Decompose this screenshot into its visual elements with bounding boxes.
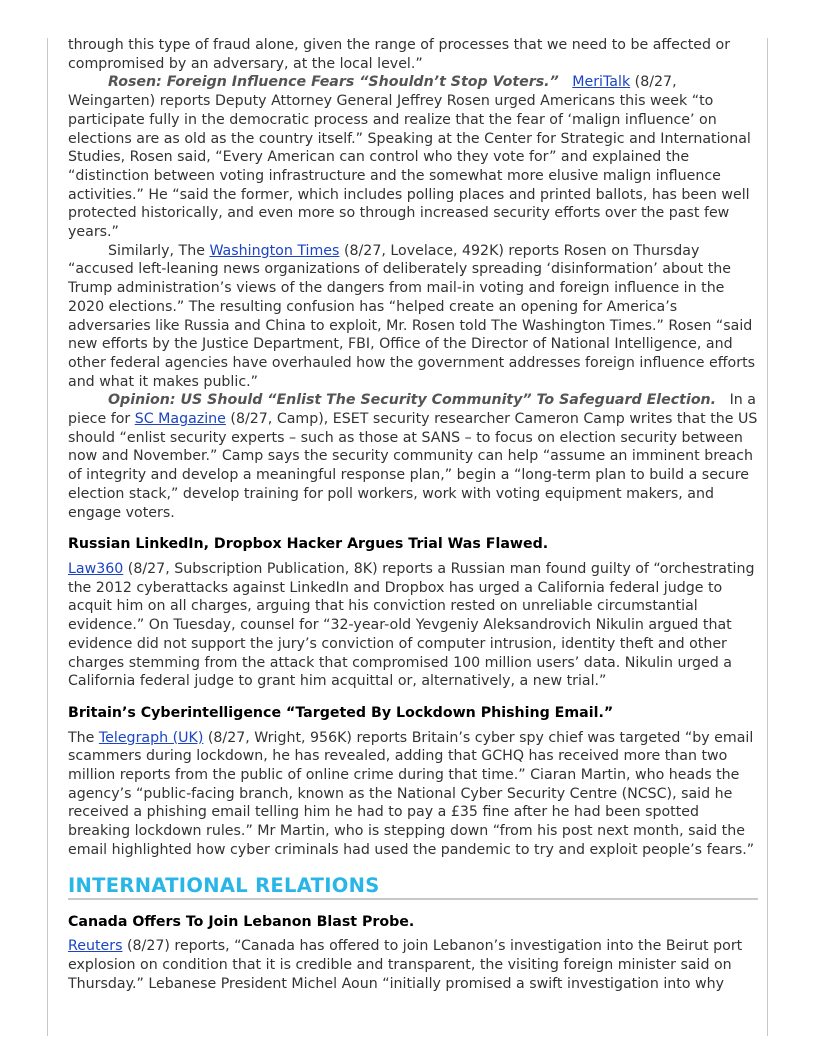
britain-paragraph: The Telegraph (UK) (8/27, Wright, 956K) reports Britain’s cyber spy chief was targeted “by email scammers during lockdown, he has revealed, adding that GCHQ has received more than two million reports from the public of online crime during that time.” Ciaran Martin, who heads the agency’s “public-facing branch, known as the National Cyber Security Centre (NCSC), said he received a phishing email telling him he had to pay a £35 fine after he had been spotted breaking lockdown rules.” Mr Martin, who is stepping down “from his post next month, said the email highlighted how cyber criminals had used the pandemic to try and exploit people’s fears.” <box>68 729 755 858</box>
right-margin-rule <box>767 38 768 1036</box>
reuters-link[interactable]: Reuters <box>68 938 123 955</box>
britain-headline: Britain’s Cyberintelligence “Targeted By Lockdown Phishing Email.” <box>68 704 614 721</box>
canada-headline: Canada Offers To Join Lebanon Blast Probe. <box>68 913 415 930</box>
washington-times-paragraph: Similarly, The Washington Times (8/27, Lovelace, 492K) reports Rosen on Thursday “accused left-leaning news organizations of deliberately spreading ‘disinformation’ about the Trump administration’s views of the dangers from mail-in voting and foreign influence in the 2020 elections.” The resulting confusion has “helped create an opening for America’s adversaries like Russia and China to exploit, Mr. Rosen told The Washington Times.” Rosen “said new efforts by the Justice Department, FBI, Office of the Director of National Intelligence, and other federal agencies have overhauled how the government addresses foreign influence efforts and what it makes public.” <box>68 242 756 390</box>
left-margin-rule <box>47 38 48 1036</box>
rosen-paragraph: Rosen: Foreign Influence Fears “Shouldn’t Stop Voters.” MeriTalk (8/27, Weingarten) reports Deputy Attorney General Jeffrey Rosen urged Americans this week “to participate fully in the democratic process and realize that the fear of ‘malign influence’ on elections are as old as the country itself.” Speaking at the Center for Strategic and International Studies, Rosen said, “Every American can control who they vote for” and explained the “distinction between voting infrastructure and the somewhat more elusive malign influence activities.” He “said the former, which includes polling places and printed ballots, has been well protected historically, and even more so through increased security efforts over the past few years.” <box>68 74 751 241</box>
sc-magazine-link[interactable]: SC Magazine <box>134 411 226 428</box>
opinion-paragraph: Opinion: US Should “Enlist The Security Community” To Safeguard Election. In a piece for SC Magazine (8/27, Camp), ESET security researcher Cameron Camp writes that the US should “enlist security experts – such as those at SANS – to focus on election security between now and November.” Camp says the security community can help “assume an imminent breach of integrity and develop a meaningful response plan,” begin a “long-term plan to build a secure election stack,” develop training for poll workers, work with voting equipment makers, and engage voters. <box>68 392 758 521</box>
law360-link[interactable]: Law360 <box>68 560 124 577</box>
linkedin-paragraph: Law360 (8/27, Subscription Publication, 8K) reports a Russian man found guilty of “orchestrating the 2012 cyberattacks against LinkedIn and Dropbox has urged a California federal judge to acquit him on all charges, arguing that his conviction rested on unreliable circumstantial evidence.” On Tuesday, counsel for “32-year-old Yevgeniy Aleksandrovich Nikulin argued that evidence did not support the jury’s conviction of computer intrusion, identity theft and other charges stemming from the attack that compromised 100 million users’ data. Nikulin urged a California federal judge to grant him acquittal or, alternatively, a new trial.” <box>68 560 755 690</box>
meritalk-link[interactable]: MeriTalk <box>572 74 631 91</box>
opinion-lead: Opinion: US Should “Enlist The Security Community” To Safeguard Election. <box>108 392 717 409</box>
washington-times-link[interactable]: Washington Times <box>209 242 340 259</box>
intro-paragraph: through this type of fraud alone, given the range of processes that we need to be affected or compromised by an adversary, at the local level.” <box>68 37 731 72</box>
telegraph-link[interactable]: Telegraph (UK) <box>98 729 204 746</box>
document-page <box>68 36 758 993</box>
canada-paragraph: Reuters (8/27) reports, “Canada has offered to join Lebanon’s investigation into the Beirut port explosion on condition that it is credible and transparent, the visiting foreign minister said on Thursday.” Lebanese President Michel Aoun “initially promised a swift investigation into why <box>68 938 743 992</box>
rosen-lead: Rosen: Foreign Influence Fears “Shouldn’t Stop Voters.” <box>108 74 559 91</box>
linkedin-headline: Russian LinkedIn, Dropbox Hacker Argues Trial Was Flawed. <box>68 536 549 553</box>
section-title-international-relations: INTERNATIONAL RELATIONS <box>68 874 758 900</box>
